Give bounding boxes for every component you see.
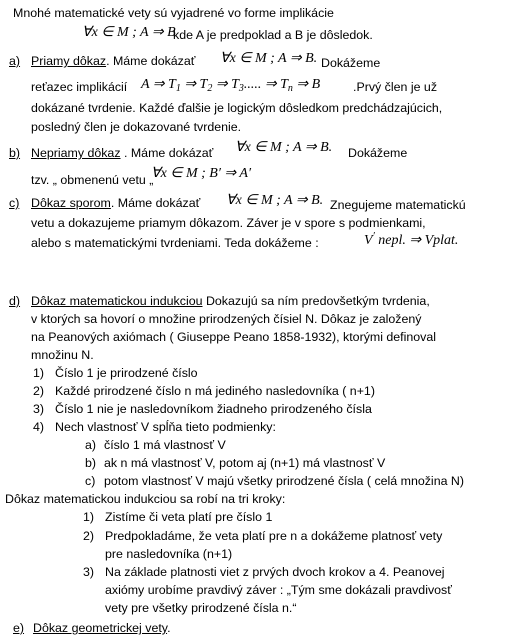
steps-intro: Dôkaz matematickou indukciou sa robí na tri kroky:: [5, 492, 286, 506]
section-d-text: Dokazujú sa ním predovšetkým tvrdenia,: [202, 294, 430, 308]
section-c-title: Dôkaz sporom: [31, 196, 111, 210]
axiom-number: 2): [33, 384, 45, 398]
condition-text: ak n má vlastnosť V, potom aj (n+1) má vlastnosť V: [104, 456, 386, 470]
section-b-formula2: ∀x ∈ M ; B′ ⇒ A′: [151, 166, 252, 181]
section-e-marker: e): [13, 621, 25, 635]
axiom-text: Číslo 1 je prirodzené číslo: [55, 366, 198, 380]
condition-text: potom vlastnosť V majú všetky prirodzené čísla ( celá množina N): [104, 474, 464, 488]
axiom-text: Nech vlastnosť V spĺňa tieto podmienky:: [55, 420, 276, 434]
section-c-marker: c): [9, 196, 20, 210]
intro-formula: ∀x ∈ M ; A ⇒ B: [82, 25, 176, 40]
section-d-marker: d): [9, 294, 21, 308]
section-b-line2: tzv. „ obmenenú vetu „: [31, 173, 154, 187]
section-c-line1: [31, 195, 200, 211]
section-a-line3: dokázané tvrdenie. Každé ďalšie je logickým dôsledkom predchádzajúcich,: [31, 101, 443, 115]
step-number: 2): [83, 529, 95, 543]
section-c-formula2: V′ nepl. ⇒ Vplat.: [364, 231, 459, 248]
section-a-text: . Máme dokázať: [106, 54, 196, 68]
step-number: 1): [83, 510, 95, 524]
section-d-line4: množinu N.: [31, 348, 94, 362]
section-a-text4: .Prvý člen je už: [353, 80, 438, 94]
axiom-number: 4): [33, 420, 45, 434]
section-c-formula: ∀x ∈ M ; A ⇒ B.: [226, 193, 324, 208]
section-b-text: . Máme dokázať: [120, 146, 214, 160]
condition-marker: b): [85, 456, 97, 470]
section-e-title: Dôkaz geometrickej vety: [33, 621, 168, 635]
section-b-marker: b): [9, 146, 21, 160]
section-a-line4: posledný člen je dokazované tvrdenie.: [31, 120, 242, 134]
section-e-line: Dôkaz geometrickej vety.: [33, 621, 171, 635]
intro-line: Mnohé matematické vety sú vyjadrené vo forme implikácie: [13, 6, 334, 20]
section-a-marker: a): [9, 54, 21, 68]
step-text: vety pre všetky prirodzené čísla n.“: [105, 601, 297, 615]
section-a-formula: ∀x ∈ M ; A ⇒ B.: [220, 51, 318, 66]
condition-marker: a): [85, 438, 97, 452]
step-text: Zistíme či veta platí pre číslo 1: [105, 510, 273, 524]
section-d-line1: [31, 293, 430, 309]
section-c-line3: alebo s matematickými tvrdeniami. Teda dokážeme :: [31, 236, 319, 250]
step-text: pre nasledovníka (n+1): [105, 547, 233, 561]
section-b-line1: [31, 145, 213, 161]
section-b-text2: Dokážeme: [348, 146, 408, 160]
section-d-line2: v ktorých sa hovorí o množine prirodzených čísiel N. Dôkaz je založený: [31, 312, 422, 326]
implication-chain: A ⇒ $T_1$ ⇒ $T_2$ ⇒ $T_3$..... ⇒ $T_n$ ⇒ B: [141, 77, 321, 94]
axiom-text: Každé prirodzené číslo n má jediného nasledovníka ( n+1): [55, 384, 375, 398]
step-text: Na základe platnosti viet z prvých dvoch krokov a 4. Peanovej: [105, 565, 445, 579]
section-a-line1: [31, 53, 195, 69]
step-number: 3): [83, 565, 95, 579]
section-a-title: Priamy dôkaz: [31, 54, 107, 68]
section-c-text: . Máme dokázať: [110, 196, 201, 210]
section-a-text2: Dokážeme: [321, 56, 381, 70]
section-c-text2: Znegujeme matematickú: [330, 198, 466, 212]
condition-marker: c): [85, 474, 96, 488]
section-c-line2: vetu a dokazujeme priamym dôkazom. Záver je v spore s podmienkami,: [31, 216, 426, 230]
section-b-formula: ∀x ∈ M ; A ⇒ B.: [235, 140, 333, 155]
intro-explanation: kde A je predpoklad a B je dôsledok.: [173, 28, 373, 42]
section-a-line2: reťazec implikácií: [31, 80, 128, 94]
section-b-title: Nepriamy dôkaz: [31, 146, 121, 160]
section-d-title: Dôkaz matematickou indukciou: [31, 294, 203, 308]
section-d-line3: na Peanových axiómach ( Giuseppe Peano 1858-1932), ktorými definoval: [31, 330, 437, 344]
axiom-number: 1): [33, 366, 45, 380]
step-text: Predpokladáme, že veta platí pre n a dokážeme platnosť vety: [105, 529, 443, 543]
axiom-text: Číslo 1 nie je nasledovníkom žiadneho prirodzeného čísla: [55, 402, 372, 416]
step-text: axiómy urobíme pravdivý záver : „Tým sme dokázali pravdivosť: [105, 583, 452, 597]
condition-text: číslo 1 má vlastnosť V: [104, 438, 226, 452]
axiom-number: 3): [33, 402, 45, 416]
